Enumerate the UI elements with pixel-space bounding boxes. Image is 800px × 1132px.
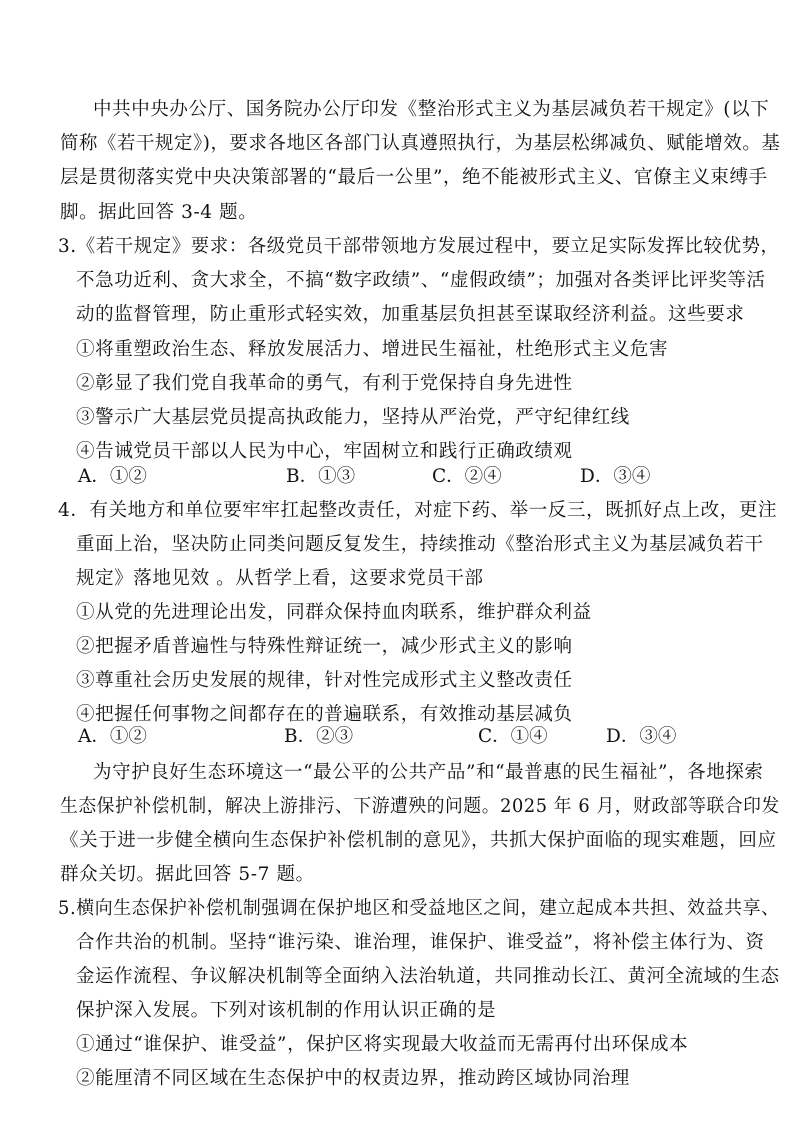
- question-4-stem: 重面上治，坚决防止同类问题反复发生，持续推动《整治形式主义为基层减负若干: [76, 534, 764, 555]
- question-4-stem: 4．有关地方和单位要牢牢扛起整改责任，对症下药、举一反三，既抓好点上改，更注: [58, 500, 778, 521]
- question-4-stem: 规定》落地见效 。从哲学上看，这要求党员干部: [76, 568, 484, 589]
- question-5-item: ②能厘清不同区域在生态保护中的权责边界，推动跨区域协同治理: [76, 1068, 630, 1089]
- question-5-stem: 5.横向生态保护补偿机制强调在保护地区和受益地区之间，建立起成本共担、效益共享、: [58, 898, 780, 919]
- question-4-option-c: C．①④: [478, 726, 548, 747]
- question-4-option-b: B．②③: [284, 726, 354, 747]
- question-4-item: ①从党的先进理论出发，同群众保持血肉联系，维护群众利益: [76, 602, 592, 623]
- question-5-stem: 合作共治的机制。坚持“谁污染、谁治理，谁保护、谁受益”，将补偿主体行为、资: [76, 932, 765, 953]
- passage-1-line: 简称《若干规定》)，要求各地区各部门认真遵照执行，为基层松绑减负、赋能增效。基: [60, 133, 781, 154]
- passage-1-line: 中共中央办公厅、国务院办公厅印发《整治形式主义为基层减负若干规定》(以下: [93, 99, 770, 120]
- question-5-item: ①通过“谁保护、谁受益”，保护区将实现最大收益而无需再付出环保成本: [76, 1034, 689, 1055]
- question-5-stem: 金运作流程、争议解决机制等全面纳入法治轨道，共同推动长江、黄河全流域的生态: [76, 966, 780, 987]
- question-5-stem: 保护深入发展。下列对该机制的作用认识正确的是: [76, 1000, 497, 1021]
- passage-2-line: 为守护良好生态环境这一“最公平的公共产品”和“最普惠的民生福祉”，各地探索: [93, 762, 764, 783]
- question-4-option-a: A．①②: [78, 726, 147, 747]
- question-4-item: ④把握任何事物之间都存在的普遍联系，有效推动基层减负: [76, 704, 573, 725]
- question-3-item: ①将重塑政治生态、释放发展活力、增进民生福祉，杜绝形式主义危害: [76, 339, 669, 360]
- passage-2-line: 群众关切。据此回答 5-7 题。: [60, 864, 315, 885]
- question-3-item: ②彰显了我们党自我革命的勇气，有利于党保持自身先进性: [76, 373, 573, 394]
- passage-2-line: 《关于进一步健全横向生态保护补偿机制的意见》，共抓大保护面临的现实难题，回应: [60, 830, 777, 851]
- passage-2-line: 生态保护补偿机制，解决上游排污、下游遭殃的问题。2025 年 6 月，财政部等联合印发: [60, 796, 780, 817]
- passage-1-line: 脚。据此回答 3-4 题。: [60, 202, 258, 223]
- question-3-stem: 不急功近利、贪大求全，不搞“数字政绩”、“虚假政绩”；加强对各类评比评奖等活: [76, 270, 766, 291]
- question-4-option-d: D．③④: [606, 726, 677, 747]
- question-4-item: ②把握矛盾普遍性与特殊性辩证统一，减少形式主义的影响: [76, 636, 573, 657]
- question-3-item: ④告诫党员干部以人民为中心，牢固树立和践行正确政绩观: [76, 441, 573, 462]
- question-3-stem: 3.《若干规定》要求：各级党员干部带领地方发展过程中，要立足实际发挥比较优势，: [58, 236, 780, 257]
- question-4-item: ③尊重社会历史发展的规律，针对性完成形式主义整改责任: [76, 670, 573, 691]
- question-3-option-b: B．①③: [286, 466, 356, 487]
- question-3-option-c: C．②④: [432, 466, 502, 487]
- question-3-option-a: A．①②: [78, 466, 147, 487]
- passage-1-line: 层是贯彻落实党中央决策部署的“最后一公里”，绝不能被形式主义、官僚主义束缚手: [60, 167, 768, 188]
- question-3-item: ③警示广大基层党员提高执政能力，坚持从严治党，严守纪律红线: [76, 407, 630, 428]
- question-3-option-d: D．③④: [580, 466, 651, 487]
- question-3-stem: 动的监督管理，防止重形式轻实效，加重基层负担甚至谋取经济利益。这些要求: [76, 304, 745, 325]
